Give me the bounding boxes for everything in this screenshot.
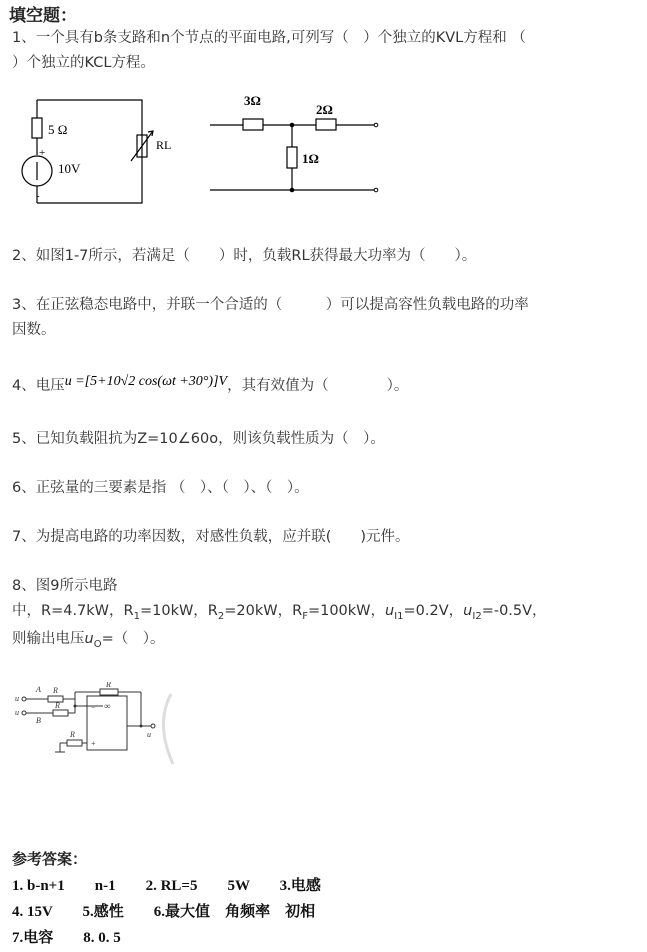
fig9-label-r: R [70,730,75,739]
question-4-suffix: ，其有效值为（ ）。 [227,378,409,394]
figure-1-minus: - [36,190,40,202]
q8-u: u [385,603,395,619]
q8-text: =0.2V， [403,603,464,619]
q8-sub: F [302,610,308,622]
fig9-label-rf: R [106,682,111,689]
fig9-label-ui1: u [15,694,19,703]
answers-row-2: 4. 15V 5.感性 6.最大值 角频率 初相 [12,904,316,920]
question-3-line-1: 3、在正弦稳态电路中，并联一个合适的（ ）可以提高容性负载电路的功率 [12,297,529,313]
question-4-prefix: 4、电压 [12,378,65,394]
question-7: 7、为提高电路的功率因数，对感性负载，应并联( )元件。 [12,529,410,545]
fig9-label-b: B [36,716,41,725]
q8-text: 则输出电压 [12,631,85,647]
q8-sub: I2 [472,610,482,622]
q8-text: =（ ）。 [101,631,165,647]
answers-row-1: 1. b-n+1 n-1 2. RL=5 5W 3.电感 [12,878,321,894]
question-5: 5、已知负载阻抗为Z=10∠60o，则该负载性质为（ ）。 [12,431,385,447]
question-8-line-3 [12,628,164,656]
figure-1-label-rl: RL [156,138,172,152]
q8-sub: O [93,638,102,650]
q8-text: =20kW，R [224,603,303,619]
answers-heading: 参考答案： [12,850,88,868]
question-8-line-2 [12,600,547,628]
question-8-line-1: 8、图9所示电路 [12,578,118,594]
q8-text: =100kW， [307,603,386,619]
q8-u: u [84,631,94,647]
fig9-plus-sign: + [91,739,96,748]
figure-1-label-1ohm: 1Ω [302,151,319,166]
figure-1-circuits [0,85,400,210]
q8-sub: 2 [217,610,225,622]
page-heading: 填空题： [9,6,77,26]
figure-1-label-5ohm: 5 Ω [48,122,68,137]
figure-1-label-2ohm: 2Ω [316,102,333,117]
figure-9-opamp-circuit [15,682,195,767]
q8-text: 中，R=4.7kW，R [12,603,134,619]
fig9-label-a: A [36,685,41,694]
question-1-line-1: 1、一个具有b条支路和n个节点的平面电路,可列写（ ）个独立的KVL方程和 （ [12,30,526,46]
question-4 [12,375,408,398]
q8-sub: I1 [394,610,404,622]
fig9-label-r2: R [55,701,60,710]
answers-row-3: 7.电容 8. 0. 5 [12,930,121,946]
fig9-minus-sign: − [91,703,96,712]
figure-1-label-3ohm: 3Ω [244,93,261,108]
question-3-line-2: 因数。 [12,322,56,338]
question-1-line-2: ）个独立的KCL方程。 [12,55,155,71]
q8-sub: 1 [133,610,140,622]
fig9-label-r1: R [53,686,58,695]
q8-text: =10kW，R [139,603,218,619]
figure-1-label-10v: 10V [58,161,81,176]
question-6: 6、正弦量的三要素是指 （ ）、（ ）、（ ）。 [12,480,309,496]
fig9-label-ui2: u [15,708,19,717]
question-2: 2、如图1-7所示，若满足（ ）时，负载RL获得最大功率为（ ）。 [12,248,477,264]
figure-1-plus: + [39,147,46,159]
q8-text: =-0.5V， [481,603,547,619]
fig9-label-uo: u [147,730,151,739]
q8-u: u [463,603,473,619]
fig9-label-infinity: ∞ [104,701,111,711]
voltage-formula: u =[5+10√2 cos(ωt +30°)]V [64,374,228,389]
